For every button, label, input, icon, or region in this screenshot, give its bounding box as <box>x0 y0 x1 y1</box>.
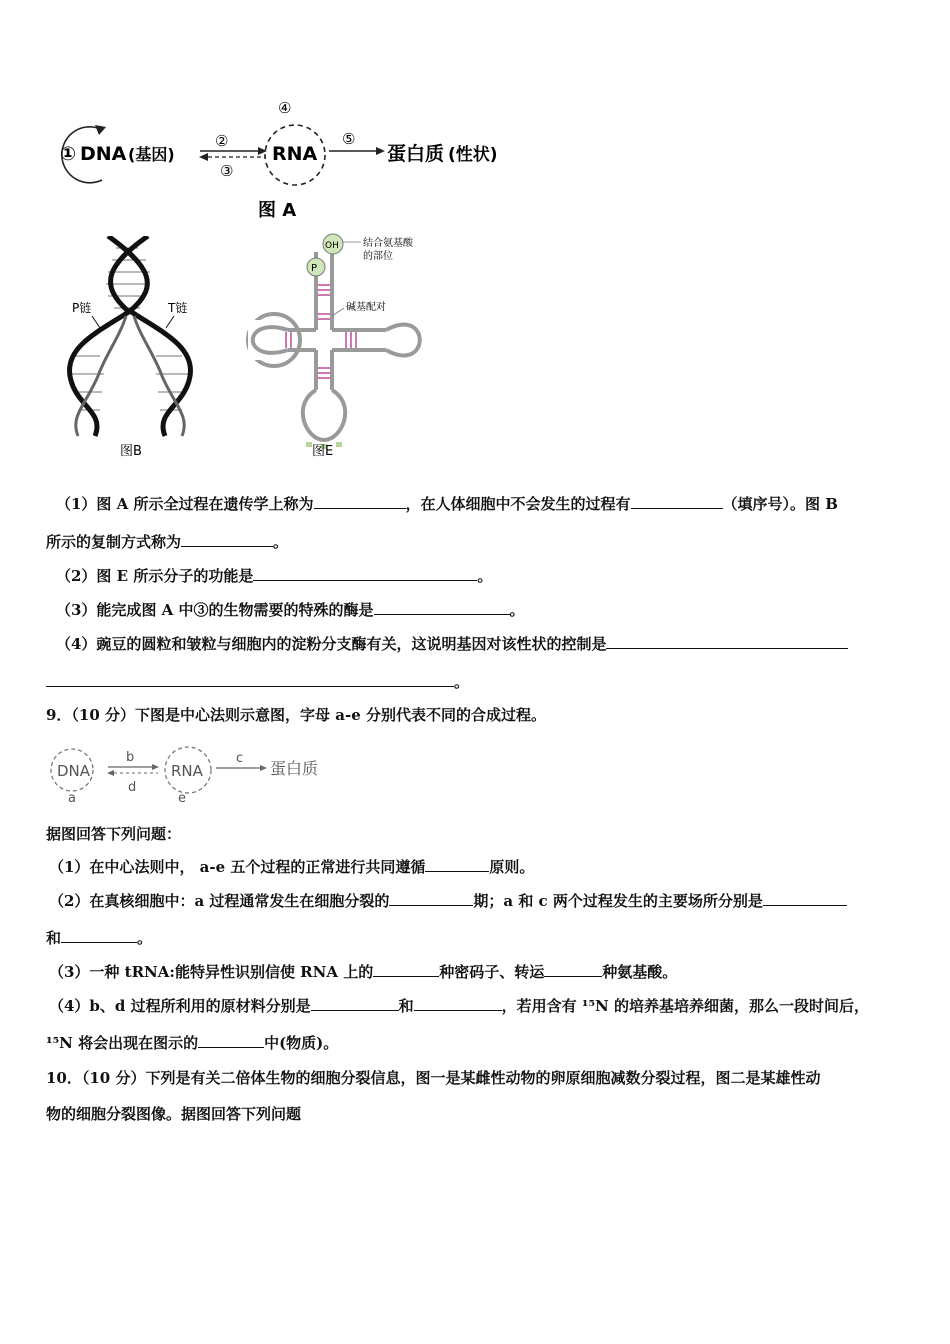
fig-b-caption: 图B <box>120 444 142 459</box>
answer-blank[interactable] <box>373 962 439 977</box>
figure-a-central-dogma <box>50 100 550 225</box>
q8-part3: （3）能完成图 A 中③的生物需要的特殊的酶是 。 <box>56 601 525 619</box>
q9-part4-line2: ¹⁵N 将会出现在图示的 中(物质)。 <box>46 1034 339 1052</box>
figure-e-trna <box>236 230 436 462</box>
q9-label-d: d <box>128 780 137 795</box>
q8-part1-line1: （1）图 A 所示全过程在遗传学上称为 ，在人体细胞中不会发生的过程有 （填序号）。图 B <box>56 495 838 513</box>
q8-part4-line2: 。 <box>46 672 469 692</box>
answer-blank[interactable] <box>311 996 399 1011</box>
answer-blank[interactable] <box>606 634 848 649</box>
fig-a-caption: 图 A <box>258 200 297 221</box>
p-chain-label: P链 <box>72 301 92 315</box>
answer-blank[interactable] <box>425 857 489 872</box>
fig-a-label-2: ② <box>215 132 229 150</box>
fig-a-label-4: ④ <box>278 100 292 117</box>
answer-blank[interactable] <box>414 996 502 1011</box>
q9-part4-line1: （4）b、d 过程所利用的原材料分别是 和 ，若用含有 ¹⁵N 的培养基培养细菌，那么一段时间后， <box>49 997 869 1015</box>
fig-a-rna: RNA <box>272 143 318 165</box>
q8-part4-line1: （4）豌豆的圆粒和皱粒与细胞内的淀粉分支酶有关，这说明基因对该性状的控制是 <box>56 634 848 654</box>
q9-dna: DNA <box>57 762 91 780</box>
answer-blank[interactable] <box>763 891 847 906</box>
trna-p-label: P <box>311 263 318 274</box>
q9-rna: RNA <box>171 762 203 780</box>
t-chain-label: T链 <box>168 301 188 315</box>
q9-part2-line2: 和 。 <box>46 929 153 947</box>
trna-oh-label: OH <box>325 241 339 251</box>
fig-a-gene: (基因) <box>128 145 175 164</box>
q8-part1-line2: 所示的复制方式称为 。 <box>46 533 289 551</box>
fig-a-trait: (性状) <box>448 145 498 165</box>
base-pair-label: 碱基配对 <box>346 302 386 313</box>
answer-blank[interactable] <box>61 928 137 943</box>
answer-blank[interactable] <box>631 494 723 509</box>
figure-b-dna-replication <box>60 236 225 461</box>
q9-part2-line1: （2）在真核细胞中：a 过程通常发生在细胞分裂的 期；a 和 c 两个过程发生的主要场所分别是 <box>49 891 847 911</box>
aa-site-label-2: 的部位 <box>363 251 393 262</box>
q9-part1: （1）在中心法则中， a-e 五个过程的正常进行共同遵循 原则。 <box>49 858 535 876</box>
q9-label-e: e <box>178 791 186 806</box>
q10-line1: 10．（10 分）下列是有关二倍体生物的细胞分裂信息，图一是某雌性动物的卵原细胞减数分裂过程，图二是某雄性动 <box>46 1069 821 1087</box>
q9-heading: 9．（10 分）下图是中心法则示意图，字母 a-e 分别代表不同的合成过程。 <box>46 706 546 724</box>
answer-blank[interactable] <box>314 494 406 509</box>
fig-a-label-1: ① <box>60 143 77 165</box>
q9-label-a: a <box>68 791 76 806</box>
q9-part3: （3）一种 tRNA:能特异性识别信使 RNA 上的 种密码子、转运 种氨基酸。 <box>49 963 678 981</box>
answer-blank[interactable] <box>46 672 454 687</box>
answer-blank[interactable] <box>374 600 510 615</box>
fig-a-dna: DNA <box>80 143 127 165</box>
q8-part2: （2）图 E 所示分子的功能是 。 <box>56 567 493 585</box>
q9-intro: 据图回答下列问题： <box>46 825 182 843</box>
fig-a-protein: 蛋白质 <box>387 143 445 165</box>
answer-blank[interactable] <box>198 1033 264 1048</box>
q9-label-b: b <box>126 750 135 765</box>
answer-blank[interactable] <box>253 566 477 581</box>
answer-blank[interactable] <box>181 532 273 547</box>
q10-line2: 物的细胞分裂图像。据图回答下列问题 <box>46 1105 302 1123</box>
q9-label-c: c <box>236 751 244 766</box>
figure-q9-central-dogma <box>50 734 340 806</box>
fig-a-label-3: ③ <box>220 162 234 180</box>
fig-e-caption: 图E <box>312 444 334 459</box>
answer-blank[interactable] <box>389 891 473 906</box>
q9-protein: 蛋白质 <box>270 759 319 778</box>
answer-blank[interactable] <box>544 962 602 977</box>
aa-site-label-1: 结合氨基酸 <box>363 238 413 249</box>
fig-a-label-5: ⑤ <box>342 130 356 148</box>
